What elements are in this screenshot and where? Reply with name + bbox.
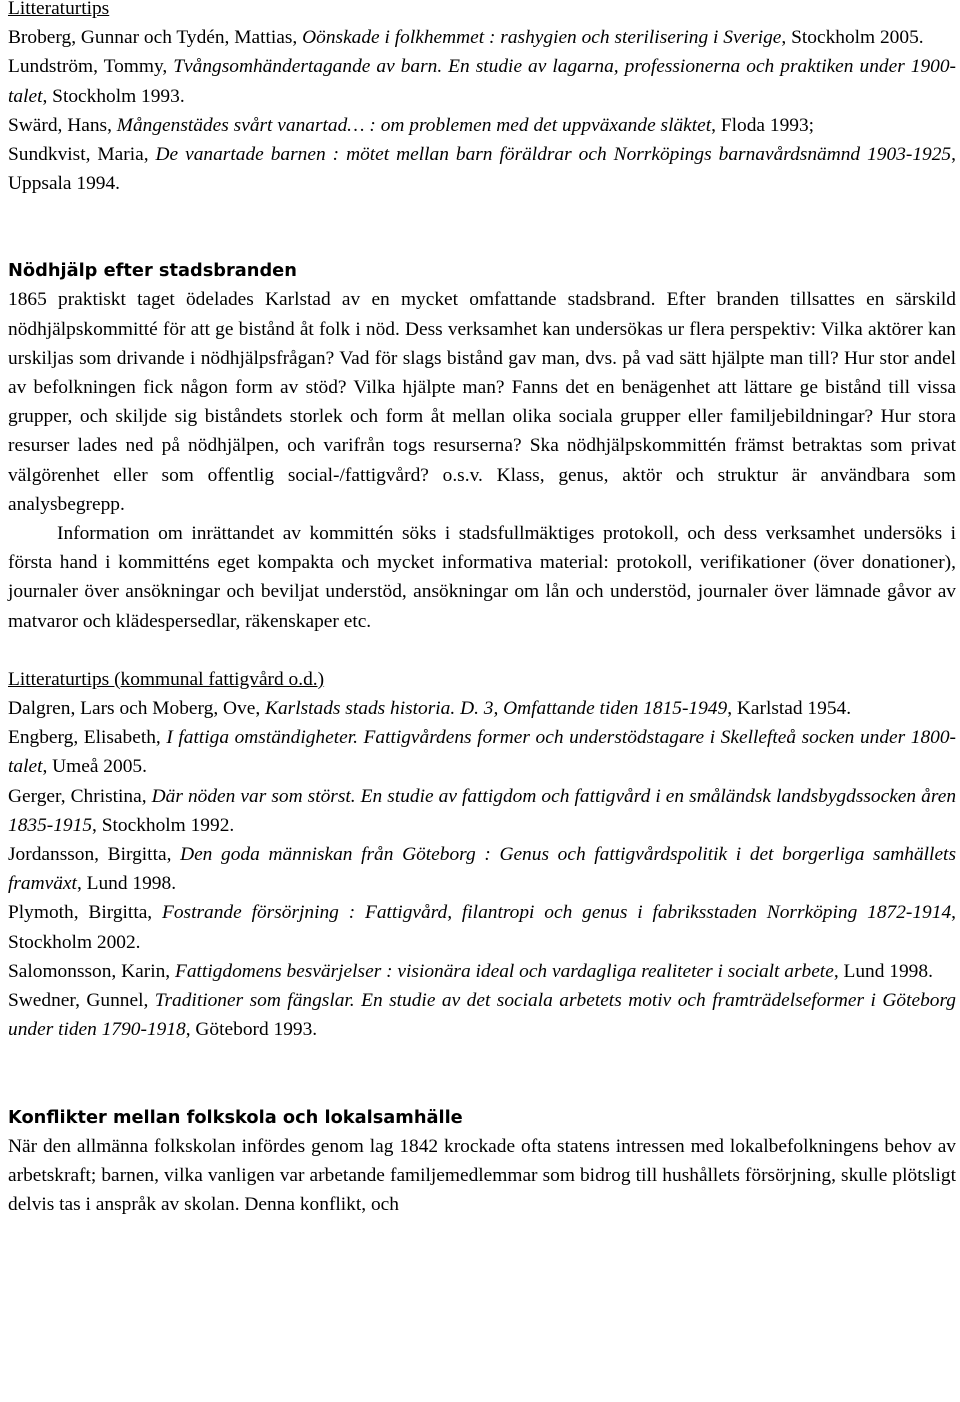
entry-author: Swedner, Gunnel, — [8, 990, 155, 1012]
entry-title: Karlstads stads historia. D. 3, Omfattande tiden 1815-1949 — [265, 698, 728, 720]
entry-author: Broberg, Gunnar och Tydén, Mattias, — [8, 27, 303, 49]
body-paragraph: Information om inrättandet av kommittén söks i stadsfullmäktiges protokoll, och dess verksamhet undersöks i första hand i kommitténs eget kompakta och mycket informativa material: protokoll, verifikationer (över donationer), journaler över ansökningar och beviljat understöd, ansökningar om lån och understöd, journaler över lämnade gåvor av matvaror och klädespersedlar, räkenskaper etc. — [8, 523, 956, 632]
entry-title: Där nöden var som störst. En studie av fattigdom och fattigvård i en småländsk landsbygdssocken åren 1835-1915 — [8, 785, 957, 836]
spacer — [8, 198, 956, 256]
entry-author: Engberg, Elisabeth, — [8, 727, 167, 749]
entry-author: Gerger, Christina, — [8, 785, 152, 807]
bibliography-entry — [8, 986, 956, 1044]
entry-publication: , Umeå 2005. — [42, 756, 147, 778]
entry-author: Swärd, Hans, — [8, 114, 117, 136]
entry-title: Den goda människan från Göteborg : Genus och fattigvårdspolitik i det borgerliga samhällets framväxt — [8, 844, 956, 895]
entry-author: Dalgren, Lars och Moberg, Ove, — [8, 698, 266, 720]
spacer — [8, 1045, 956, 1103]
entry-title: Traditioner som fängslar. En studie av det sociala arbetets motiv och framträdelseformer i Göteborg under tiden 1790-1918 — [8, 990, 956, 1041]
bibliography-entry — [8, 898, 956, 956]
spacer — [8, 636, 956, 665]
municipal-poor-relief-heading: Litteraturtips (kommunal fattigvård o.d.) — [8, 668, 325, 690]
entry-author: Sundkvist, Maria, — [8, 144, 156, 166]
entry-publication: , Uppsala 1994. — [8, 144, 956, 195]
bibliography-entry — [8, 723, 956, 781]
bibliography-entry — [8, 140, 956, 198]
section-title-school-conflicts: Konflikter mellan folkskola och lokalsamhälle — [8, 1106, 463, 1128]
document-page — [8, 0, 956, 1219]
entry-author: Jordansson, Birgitta, — [8, 844, 181, 866]
entry-title: Tvångsomhändertagande av barn. En studie av lagarna, professionerna och praktiken under 1900-talet — [8, 56, 956, 107]
entry-publication: , Karlstad 1954. — [727, 698, 852, 720]
entry-author: Plymoth, Birgitta, — [8, 902, 163, 924]
bibliography-entry — [8, 840, 956, 898]
body-paragraph: När den allmänna folkskolan infördes genom lag 1842 krockade ofta statens intressen med lokalbefolkningens behov av arbetskraft; barnen, vilka vanligen var arbetande familjemedlemmar som bidrog till hushållets försörjning, skulle plötsligt delvis tas i anspråk av skolan. Denna konflikt, och — [8, 1135, 956, 1215]
entry-title: I fattiga omständigheter. Fattigvårdens former och understödstagare i Skellefteå socken under 1800-talet — [8, 727, 957, 778]
literature-tips-heading: Litteraturtips — [8, 0, 110, 19]
bibliography-entry — [8, 782, 956, 840]
entry-publication: , Stockholm 2005. — [781, 27, 924, 49]
entry-publication: , Stockholm 1993. — [42, 85, 185, 107]
entry-title: Oönskade i folkhemmet : rashygien och sterilisering i Sverige — [302, 27, 782, 49]
entry-title: Fostrande försörjning : Fattigvård, filantropi och genus i fabriksstaden Norrköping 1872-1914 — [162, 902, 952, 924]
entry-publication: , Lund 1998. — [76, 873, 177, 895]
bibliography-entry — [8, 694, 956, 723]
entry-publication: , Stockholm 2002. — [8, 902, 956, 953]
entry-author: Lundström, Tommy, — [8, 56, 174, 78]
bibliography-entry — [8, 111, 956, 140]
bibliography-entry — [8, 23, 956, 52]
body-paragraph: 1865 praktiskt taget ödelades Karlstad av en mycket omfattande stadsbrand. Efter branden tillsattes en särskild nödhjälpskommitté för att ge bistånd åt folk i nöd. Dess verksamhet kan undersökas ur flera perspektiv: Vilka aktörer kan urskiljas som drivande i nödhjälpsfrågan? Vad för slags bistånd gav man, dvs. på vad sätt hjälpte man till? Hur stor andel av befolkningen fick någon form av stöd? Vilka hjälpte man? Fanns det en benägenhet att lättare ge bistånd till vissa grupper, och skiljde sig biståndets storlek och form åt mellan olika sociala grupper eller familjebildningar? Hur stora resurser lades ned på nödhjälpen, och varifrån togs resurserna? Ska nödhjälpskommittén främst betraktas som privat välgörenhet eller som offentlig social-/fattigvård? o.s.v. Klass, genus, aktör och struktur är användbara som analysbegrepp. — [8, 289, 956, 515]
bibliography-entry — [8, 52, 956, 110]
entry-publication: , Stockholm 1992. — [92, 814, 235, 836]
entry-publication: , Floda 1993; — [711, 114, 815, 136]
entry-author: Salomonsson, Karin, — [8, 960, 175, 982]
entry-publication: , Lund 1998. — [833, 960, 933, 982]
bibliography-entry — [8, 957, 956, 986]
entry-title: Fattigdomens besvärjelser : visionära ideal och vardagliga realiteter i socialt arbete — [174, 960, 834, 982]
entry-title: Mångenstädes svårt vanartad… : om problemen med det uppväxande släktet — [116, 114, 712, 136]
entry-publication: , Götebord 1993. — [185, 1019, 318, 1041]
entry-title: De vanartade barnen : mötet mellan barn föräldrar och Norrköpings barnavårdsnämnd 1903-1925 — [155, 144, 952, 166]
section-title-emergency-relief: Nödhjälp efter stadsbranden — [8, 260, 297, 282]
